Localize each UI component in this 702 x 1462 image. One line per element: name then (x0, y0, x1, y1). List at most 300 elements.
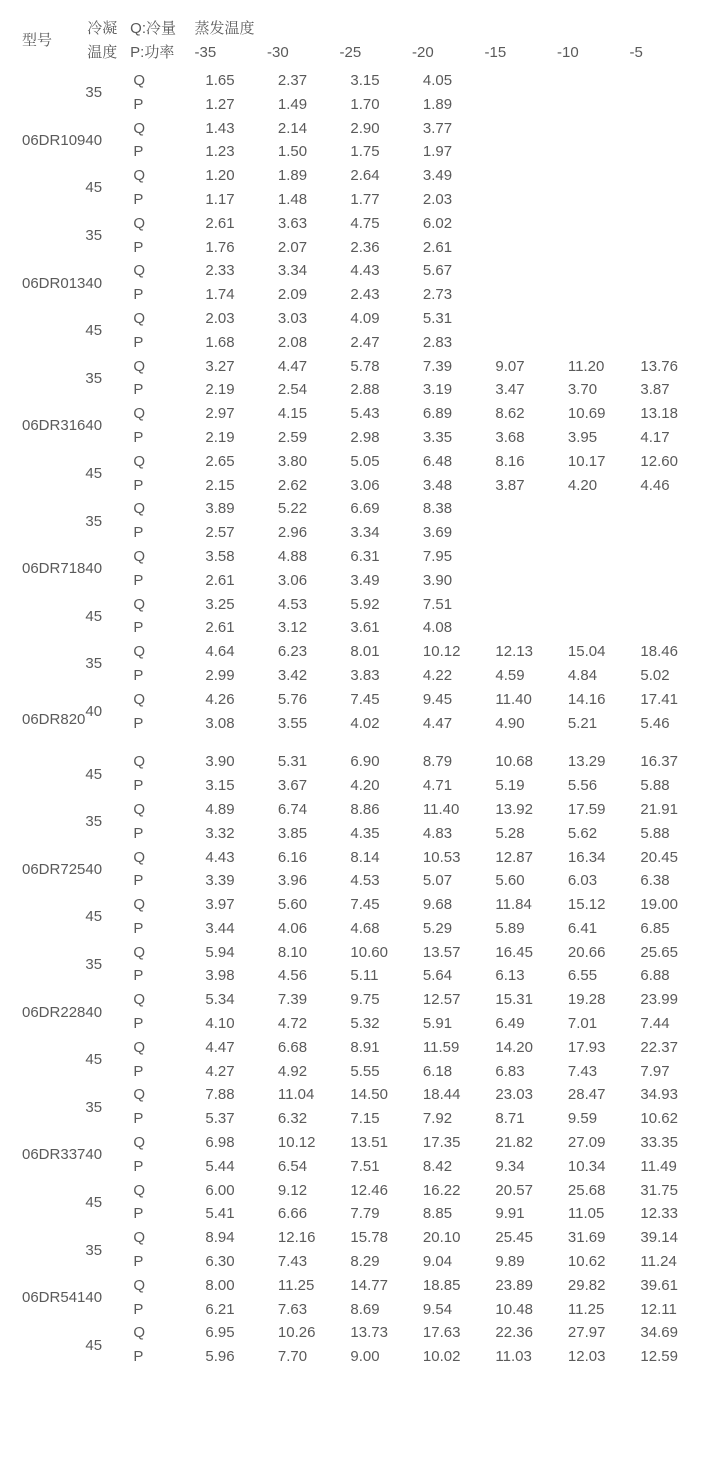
table-row (133, 964, 702, 988)
cond-temp-groups (85, 355, 702, 498)
value-cell: 18.44 (422, 1086, 461, 1104)
model-name: 06DR109 (22, 131, 86, 149)
row-type-label: Q (133, 943, 146, 961)
value-cell: 1.68 (205, 333, 235, 351)
model-row-group (22, 640, 702, 798)
value-cell (568, 117, 641, 141)
table-row (133, 117, 702, 141)
value-cell: 9.59 (567, 1110, 598, 1128)
col-header-cond-temp: 冷凝温度 (87, 20, 118, 61)
model-name: 06DR541 (22, 1289, 86, 1307)
value-cell: 4.71 (422, 777, 453, 795)
row-type-label: P (133, 428, 144, 446)
cond-temp-cell (85, 1226, 133, 1274)
evap-temp-header-cell: -20 (412, 44, 434, 61)
value-cell: 20.57 (495, 1181, 533, 1199)
table-row (133, 593, 702, 617)
value-cell: 5.43 (350, 405, 380, 423)
value-cell: 13.76 (640, 357, 678, 375)
row-type-label: Q (133, 452, 146, 470)
value-cell: 2.03 (422, 190, 453, 208)
value-cell: 23.03 (495, 1086, 533, 1104)
value-cell: 12.57 (422, 991, 461, 1009)
value-cell (568, 283, 641, 307)
value-cell: 10.60 (350, 943, 388, 961)
value-cell: 10.34 (567, 1157, 606, 1175)
value-cell: 33.35 (640, 1134, 678, 1152)
evap-temp-header-cell: -25 (339, 44, 362, 61)
value-cell: 8.94 (205, 1229, 235, 1247)
row-type-label: Q (133, 357, 146, 375)
value-cell: 1.17 (205, 190, 235, 208)
value-cell: 2.61 (205, 214, 235, 232)
table-row (133, 212, 702, 236)
value-cell: 8.71 (495, 1110, 525, 1128)
value-cell (568, 164, 641, 188)
row-type-label: P (133, 381, 144, 399)
cond-temp-cell (85, 259, 133, 307)
value-cell: 8.14 (350, 848, 380, 866)
value-cell: 5.96 (205, 1348, 235, 1366)
cond-temp-group (85, 69, 702, 117)
value-cell: 6.41 (567, 919, 598, 937)
value-cell: 1.97 (422, 143, 453, 161)
value-cell: 6.49 (495, 1015, 525, 1033)
table-row (133, 1155, 702, 1179)
value-cell: 1.75 (350, 143, 380, 161)
value-cell: 3.98 (205, 967, 235, 985)
value-cell: 3.08 (205, 714, 235, 732)
value-cell: 4.15 (277, 405, 308, 423)
value-cell: 3.87 (495, 476, 525, 494)
value-cell: 20.45 (640, 848, 678, 866)
value-cell: 5.67 (422, 262, 453, 280)
model-row-group (22, 212, 702, 355)
value-cell: 3.90 (422, 571, 453, 589)
table-row (133, 1179, 702, 1203)
table-row (133, 140, 702, 164)
value-cell: 9.04 (422, 1253, 453, 1271)
row-type-label: P (133, 666, 144, 684)
value-cell: 8.91 (350, 1038, 380, 1056)
value-cell: 6.23 (277, 643, 308, 661)
value-cell: 3.49 (422, 167, 453, 185)
value-cell: 5.92 (350, 595, 380, 613)
value-cell: 31.75 (640, 1181, 678, 1199)
value-cell: 4.88 (277, 547, 308, 565)
value-cell: 1.89 (422, 95, 453, 113)
value-cell: 2.97 (205, 405, 235, 423)
value-cell: 10.68 (495, 753, 533, 771)
value-cell: 5.89 (495, 919, 525, 937)
row-type-label: Q (133, 1324, 146, 1342)
value-cell: 9.34 (495, 1157, 525, 1175)
row-type-label: P (133, 1015, 144, 1033)
value-cell (495, 569, 568, 593)
qp-rows (133, 212, 702, 260)
cond-temp-value: 45 (85, 322, 103, 340)
value-cell: 9.91 (495, 1205, 525, 1223)
value-cell (568, 188, 641, 212)
value-cell (640, 69, 702, 93)
table-row (133, 1107, 702, 1131)
value-cell: 3.12 (277, 619, 308, 637)
value-cell: 2.47 (350, 333, 380, 351)
cond-temp-value: 40 (85, 703, 103, 721)
value-cell: 9.45 (422, 690, 453, 708)
value-cell: 15.12 (567, 896, 606, 914)
qp-rows (133, 450, 702, 498)
row-type-label: P (133, 1300, 144, 1318)
row-type-label: P (133, 190, 144, 208)
value-cell: 7.43 (277, 1253, 308, 1271)
table-row (133, 474, 702, 498)
value-cell: 7.39 (422, 357, 453, 375)
value-cell (568, 259, 641, 283)
row-type-label: P (133, 524, 144, 542)
value-cell: 7.63 (277, 1300, 308, 1318)
qp-rows (133, 1226, 702, 1274)
row-type-label: Q (133, 753, 146, 771)
table-row (133, 1060, 702, 1084)
evap-temp-columns (195, 41, 702, 65)
cond-temp-value: 35 (85, 655, 103, 673)
cond-temp-cell (85, 688, 133, 736)
row-type-label: Q (133, 119, 146, 137)
value-cell: 3.95 (567, 428, 598, 446)
value-cell: 3.49 (350, 571, 380, 589)
value-cell: 8.29 (350, 1253, 380, 1271)
value-cell: 11.40 (422, 800, 460, 818)
value-cell (640, 283, 702, 307)
evap-temp-header-cell: -15 (484, 44, 507, 61)
value-cell: 3.44 (205, 919, 235, 937)
value-cell (640, 521, 702, 545)
table-row (133, 69, 702, 93)
value-cell (640, 569, 702, 593)
row-type-label: Q (133, 595, 146, 613)
value-cell: 3.47 (495, 381, 525, 399)
value-cell: 3.06 (277, 571, 308, 589)
value-cell: 7.43 (567, 1062, 598, 1080)
value-cell: 6.30 (205, 1253, 235, 1271)
value-cell (640, 545, 702, 569)
model-name: 06DR820 (22, 710, 86, 728)
value-cell: 4.09 (350, 309, 380, 327)
table-row (133, 846, 702, 870)
value-cell: 2.36 (350, 238, 380, 256)
value-cell: 2.83 (422, 333, 453, 351)
value-cell: 7.51 (350, 1157, 380, 1175)
value-cell: 9.54 (422, 1300, 453, 1318)
table-row (133, 1250, 702, 1274)
model-row-group (22, 355, 702, 498)
value-cell (640, 117, 702, 141)
value-cell: 3.69 (422, 524, 453, 542)
row-type-label: Q (133, 896, 146, 914)
value-cell: 2.33 (205, 262, 235, 280)
cond-temp-value: 35 (85, 813, 103, 831)
value-cell: 7.88 (205, 1086, 235, 1104)
value-cell (495, 331, 568, 355)
evap-temp-header-cell: -10 (557, 44, 579, 61)
qp-rows (133, 750, 702, 798)
cond-temp-value: 45 (85, 1336, 103, 1354)
cond-temp-value: 40 (85, 274, 103, 292)
model-name-cell (22, 355, 85, 498)
value-cell: 12.87 (495, 848, 533, 866)
value-cell (640, 212, 702, 236)
value-cell: 4.46 (640, 476, 670, 494)
qp-rows (133, 1179, 702, 1227)
value-cell: 4.75 (350, 214, 380, 232)
value-cell: 6.89 (422, 405, 453, 423)
row-type-label: Q (133, 167, 146, 185)
value-cell (568, 212, 641, 236)
table-row (133, 1298, 702, 1322)
value-cell (495, 521, 568, 545)
row-type-label: P (133, 1253, 144, 1271)
value-cell: 12.11 (640, 1300, 677, 1318)
value-cell: 10.69 (567, 405, 606, 423)
value-cell: 2.15 (205, 476, 235, 494)
cond-temp-value: 45 (85, 1051, 103, 1069)
row-type-label: P (133, 476, 144, 494)
value-cell (495, 212, 568, 236)
value-cell: 13.57 (422, 943, 461, 961)
value-cell: 17.63 (422, 1324, 461, 1342)
value-cell: 25.45 (495, 1229, 533, 1247)
value-cell: 10.12 (422, 643, 461, 661)
value-cell: 8.00 (205, 1276, 235, 1294)
cond-temp-cell (85, 846, 133, 894)
value-cell: 5.91 (422, 1015, 453, 1033)
value-cell: 6.31 (350, 547, 380, 565)
evap-temp-title: 蒸发温度 (194, 20, 255, 37)
value-cell: 2.90 (350, 119, 380, 137)
value-cell: 20.10 (422, 1229, 461, 1247)
value-cell: 2.19 (205, 381, 235, 399)
value-cell: 1.65 (205, 72, 235, 89)
value-cell: 3.83 (350, 666, 380, 684)
value-cell: 14.50 (350, 1086, 388, 1104)
cond-temp-group (85, 941, 702, 989)
row-type-label: Q (133, 500, 146, 518)
cond-temp-cell (85, 1179, 133, 1227)
value-cell: 8.10 (277, 943, 308, 961)
value-cell (640, 188, 702, 212)
cond-temp-group (85, 402, 702, 450)
value-cell: 3.63 (277, 214, 308, 232)
value-cell: 3.27 (205, 357, 235, 375)
row-type-label: P (133, 333, 144, 351)
value-cell: 6.68 (277, 1038, 308, 1056)
value-cell: 1.76 (205, 238, 235, 256)
cond-temp-value: 45 (85, 465, 103, 483)
value-cell (640, 616, 702, 640)
value-cell: 3.34 (350, 524, 380, 542)
value-cell: 17.41 (640, 690, 678, 708)
value-cell: 2.54 (277, 381, 308, 399)
value-cell: 5.44 (205, 1157, 235, 1175)
cond-temp-group (85, 1274, 702, 1322)
evap-temp-header-cell: -30 (267, 44, 289, 61)
qp-rows (133, 545, 702, 593)
value-cell: 5.32 (350, 1015, 380, 1033)
value-cell: 10.53 (422, 848, 461, 866)
value-cell (495, 69, 568, 93)
value-cell: 8.85 (422, 1205, 453, 1223)
row-type-label: Q (133, 800, 146, 818)
value-cell: 9.07 (495, 357, 525, 375)
value-cell: 27.09 (567, 1134, 606, 1152)
value-cell: 2.57 (205, 524, 235, 542)
table-row (133, 1202, 702, 1226)
value-cell: 11.05 (567, 1205, 605, 1223)
value-cell: 6.90 (350, 753, 380, 771)
row-type-label: Q (133, 1038, 146, 1056)
qp-rows (133, 1321, 702, 1369)
value-cell (568, 307, 641, 331)
value-cell: 4.47 (205, 1038, 235, 1056)
table-row (133, 1226, 702, 1250)
row-type-label: Q (133, 643, 146, 661)
value-cell: 1.27 (205, 95, 235, 113)
value-cell (495, 616, 568, 640)
value-cell: 5.62 (567, 824, 598, 842)
row-type-label: P (133, 1348, 144, 1366)
value-cell: 4.89 (205, 800, 235, 818)
value-cell: 6.54 (277, 1157, 308, 1175)
row-type-label: Q (133, 262, 146, 280)
value-cell (640, 93, 702, 117)
value-cell: 11.59 (422, 1038, 460, 1056)
table-row (133, 941, 702, 965)
value-cell: 3.70 (567, 381, 598, 399)
value-cell: 15.31 (495, 991, 533, 1009)
value-cell: 3.35 (422, 428, 453, 446)
model-name-cell (22, 640, 85, 798)
value-cell: 6.32 (277, 1110, 308, 1128)
cond-temp-value: 40 (85, 560, 103, 578)
qp-rows (133, 846, 702, 894)
value-cell: 6.55 (567, 967, 598, 985)
table-row (133, 236, 702, 260)
cond-temp-cell (85, 593, 133, 641)
row-type-label: P (133, 1205, 144, 1223)
value-cell: 23.99 (640, 991, 678, 1009)
cond-temp-groups (85, 497, 702, 640)
evap-temp-header-cell: -35 (194, 44, 217, 61)
value-cell (568, 236, 641, 260)
model-name: 06DR013 (22, 274, 86, 292)
value-cell: 4.22 (422, 666, 453, 684)
value-cell: 3.19 (422, 381, 453, 399)
value-cell: 4.47 (277, 357, 308, 375)
cond-temp-value: 45 (85, 765, 103, 783)
row-type-label: Q (133, 1134, 146, 1152)
cond-temp-cell (85, 307, 133, 355)
value-cell: 2.43 (350, 286, 380, 304)
col-header-evap-temp (195, 17, 702, 65)
value-cell (568, 521, 641, 545)
table-row (133, 616, 702, 640)
value-cell (495, 164, 568, 188)
value-cell: 4.43 (350, 262, 380, 280)
cond-temp-groups (85, 941, 702, 1084)
model-name-cell (22, 1226, 85, 1369)
value-cell: 16.45 (495, 943, 533, 961)
value-cell: 12.16 (277, 1229, 316, 1247)
cond-temp-group (85, 846, 702, 894)
value-cell: 11.25 (567, 1300, 605, 1318)
value-cell: 7.15 (350, 1110, 380, 1128)
value-cell: 6.66 (277, 1205, 308, 1223)
row-type-label: P (133, 1110, 144, 1128)
value-cell: 10.26 (277, 1324, 316, 1342)
value-cell: 5.31 (277, 753, 308, 771)
value-cell: 3.55 (277, 714, 308, 732)
table-row (133, 1345, 702, 1369)
value-cell: 4.64 (205, 643, 235, 661)
table-row (133, 164, 702, 188)
value-cell: 12.13 (495, 643, 533, 661)
value-cell: 4.56 (277, 967, 308, 985)
value-cell: 2.09 (277, 286, 308, 304)
value-cell: 4.10 (205, 1015, 235, 1033)
value-cell: 4.92 (277, 1062, 308, 1080)
cond-temp-groups (85, 640, 702, 798)
cond-temp-value: 35 (85, 369, 103, 387)
model-name-cell (22, 1083, 85, 1226)
cond-temp-cell (85, 1321, 133, 1369)
value-cell: 29.82 (567, 1276, 606, 1294)
value-cell (495, 545, 568, 569)
value-cell: 17.59 (567, 800, 606, 818)
qp-rows (133, 355, 702, 403)
value-cell (640, 331, 702, 355)
value-cell: 5.19 (495, 777, 525, 795)
row-type-label: P (133, 714, 144, 732)
cond-temp-group (85, 640, 702, 688)
qp-rows (133, 1274, 702, 1322)
value-cell: 2.61 (205, 571, 235, 589)
value-cell: 6.69 (350, 500, 380, 518)
value-cell: 10.17 (567, 452, 606, 470)
value-cell: 3.96 (277, 872, 308, 890)
value-cell: 1.23 (205, 143, 235, 161)
value-cell: 7.79 (350, 1205, 380, 1223)
value-cell (568, 331, 641, 355)
value-cell: 11.03 (495, 1348, 532, 1366)
cond-temp-value: 35 (85, 227, 103, 245)
table-row (133, 664, 702, 688)
cond-temp-group (85, 1179, 702, 1227)
cond-temp-group (85, 1083, 702, 1131)
value-cell: 11.04 (277, 1086, 315, 1104)
value-cell: 13.29 (567, 753, 606, 771)
cond-temp-cell (85, 117, 133, 165)
value-cell: 1.74 (205, 286, 235, 304)
cond-temp-cell (85, 69, 133, 117)
table-row (133, 331, 702, 355)
value-cell: 12.60 (640, 452, 678, 470)
model-row-group (22, 497, 702, 640)
table-body (22, 69, 702, 1369)
table-row (133, 1036, 702, 1060)
value-cell (568, 140, 641, 164)
cond-temp-cell (85, 640, 133, 688)
